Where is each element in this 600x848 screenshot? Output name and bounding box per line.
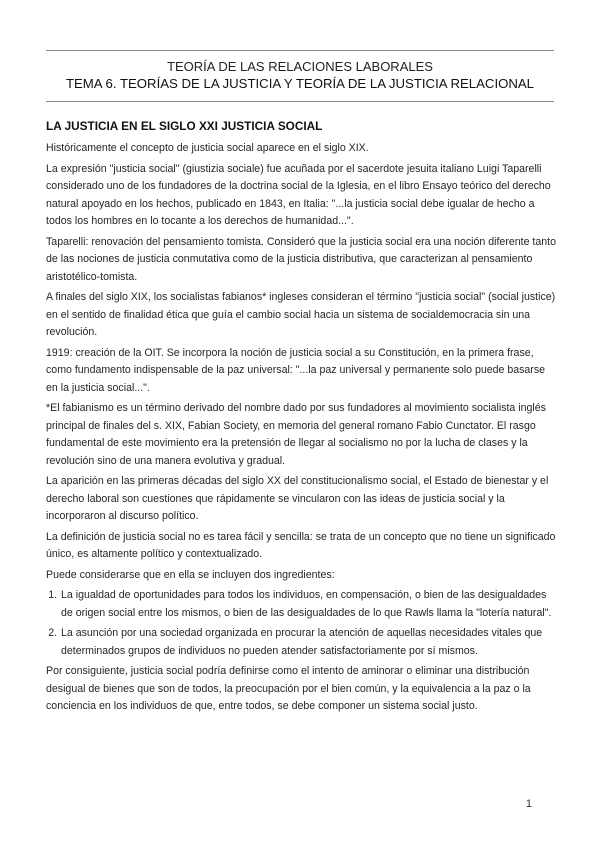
header-bottom-rule — [46, 101, 554, 102]
paragraph-constitutionalism: La aparición en las primeras décadas del siglo XX del constitucionalismo social, el Estado de bienestar y el derecho laboral son cuestiones que rápidamente se vincularon con las ideas de justicia social y la incorporaron al discurso político. — [46, 475, 549, 522]
paragraph-definition: La definición de justicia social no es tarea fácil y sencilla: se trata de un concepto que no tiene un significado único, es altamente político y contextualizado. — [46, 530, 556, 560]
paragraph-intro: Históricamente el concepto de justicia social aparece en el siglo XIX. — [46, 142, 369, 154]
ingredients-list — [46, 587, 556, 660]
paragraph-taparelli-thomism: Taparelli: renovación del pensamiento tomista. Consideró que la justicia social era una noción diferente tanto de las nociones de justicia conmutativa como de la justicia distributiva, que caracterizan al pensamiento aristotélico-tomista. — [46, 235, 556, 283]
paragraph-conclusion: Por consiguiente, justicia social podría definirse como el intento de aminorar o eliminar una distribución desigual de bienes que son de todos, la preocupación por el bien común, y la equivalencia a la paz o la conciencia en los individuos de que, entre todos, se debe componer un sistema social justo. — [46, 665, 531, 712]
page-header — [46, 58, 554, 93]
section-heading: LA JUSTICIA EN EL SIGLO XXI JUSTICIA SOCIAL — [46, 119, 323, 133]
paragraph-fabians: A finales del siglo XIX, los socialistas fabianos* ingleses consideran el término "justicia social" (social justice) en el sentido de finalidad ética que guía el cambio social hacia un sistema de socialdemocracia sin una revolución. — [46, 291, 556, 338]
paragraph-taparelli-origin: La expresión "justicia social" (giustizia sociale) fue acuñada por el sacerdote jesuita italiano Luigi Taparelli considerado uno de los fundadores de la doctrina social de la Iglesia, en el libro Ensayo teórico del derecho natural apoyado en los hechos, publicado en 1843, en Italia: "...la justicia social debe igualar de hecho a todos los hombres en lo tocante a los derechos de humanidad...". — [46, 162, 551, 227]
document-body — [46, 118, 556, 719]
chapter-title: TEMA 6. TEORÍAS DE LA JUSTICIA Y TEORÍA DE LA JUSTICIA RELACIONAL — [65, 76, 535, 91]
page-number: 1 — [525, 798, 532, 810]
header-top-rule — [46, 50, 554, 51]
paragraph-fabianism-note: *El fabianismo es un término derivado del nombre dado por sus fundadores al movimiento socialista inglés principal de finales del s. XIX, Fabian Society, en memoria del general romano Fabio Cunctator. El rasgo fundamental de este movimiento era la pretensión de llegar al socialismo no por la lucha de clases y la revolución sino de una manera evolutiva y gradual. — [46, 402, 546, 467]
course-title: TEORÍA DE LAS RELACIONES LABORALES — [167, 59, 433, 74]
paragraph-oit-1919: 1919: creación de la OIT. Se incorpora la noción de justicia social a su Constitución, en la primera frase, como fundamento indispensable de la paz universal: "...la paz universal y permanente solo puede basarse en la justicia social...". — [46, 346, 546, 394]
paragraph-ingredients-intro: Puede considerarse que en ella se incluyen dos ingredientes: — [46, 568, 335, 581]
list-item: 1. La igualdad de oportunidades para todos los individuos, en compensación, o bien de las desigualdades de origen social entre los mismos, o bien de las desigualdades de lo que Rawls llama la "lotería natural". — [60, 587, 556, 622]
list-item: 2. La asunción por una sociedad organizada en procurar la atención de aquellas necesidades vitales que determinados grupos de individuos no pueden atender satisfactoriamente por sí mismos. — [60, 625, 556, 660]
